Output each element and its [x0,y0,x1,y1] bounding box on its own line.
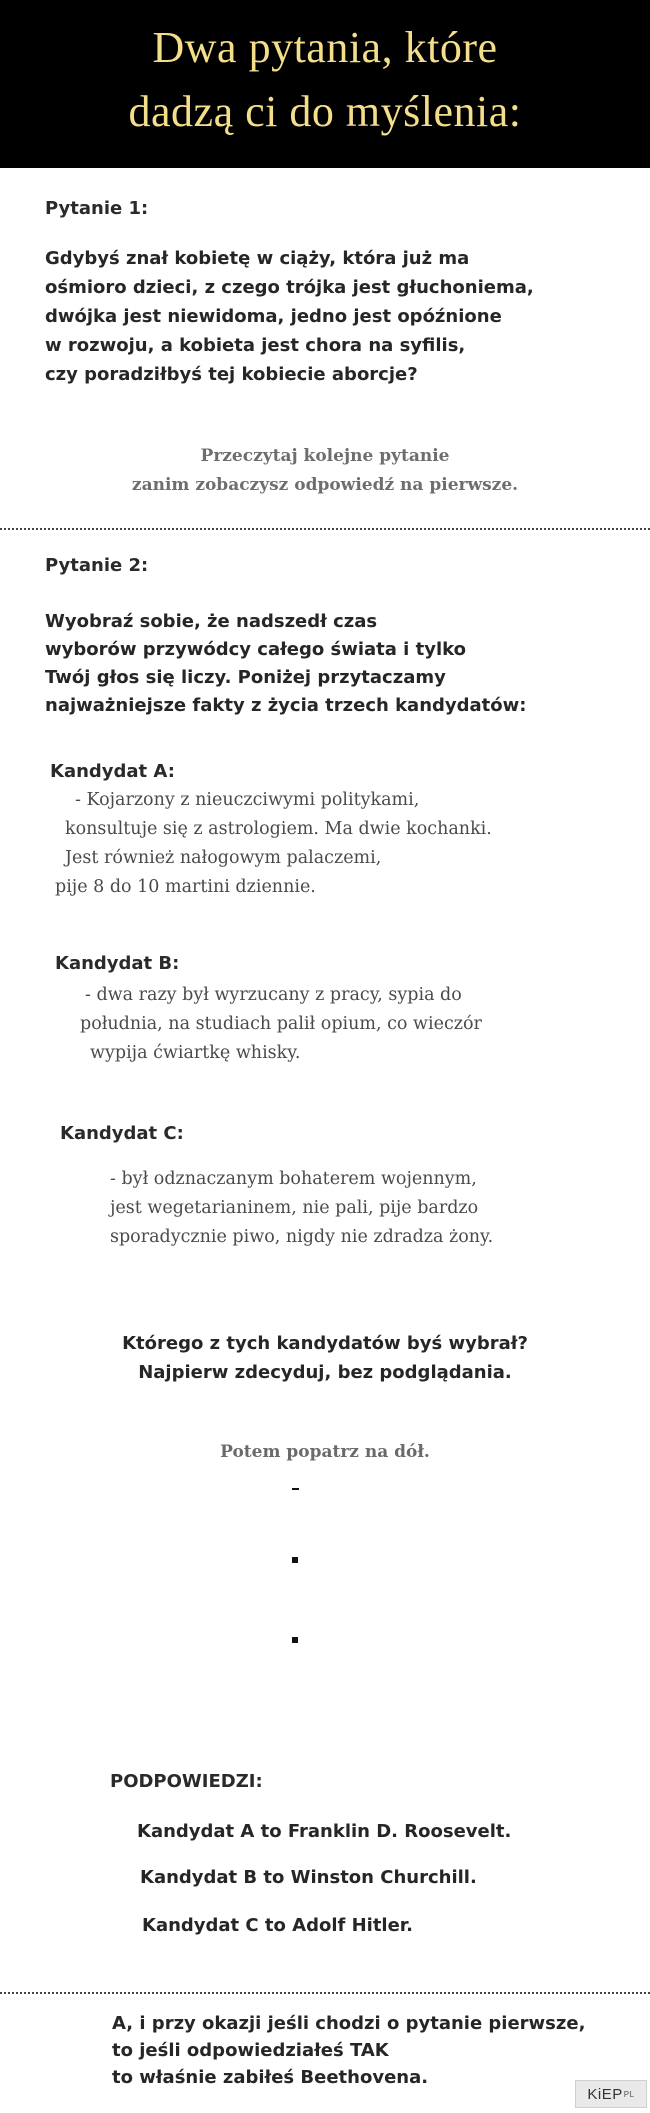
kiep-logo[interactable] [575,2080,647,2108]
hint-line: Kandydat C to Adolf Hitler. [142,1915,413,1936]
header-title-line-2: dadzą ci do myślenia: [128,87,522,136]
spacer-dot [292,1557,298,1563]
question-1-line: w rozwoju, a kobieta jest chora na syfilis, [45,335,466,356]
question-1-line: Gdybyś znał kobietę w ciąży, która już ma [45,248,470,269]
candidate-b-label: Kandydat B: [55,953,180,974]
candidate-a-label: Kandydat A: [50,761,175,782]
final-line: to właśnie zabiłeś Beethovena. [112,2067,429,2088]
question-2-line: wyborów przywódcy całego świata i tylko [45,639,466,660]
separator [0,528,650,530]
hint-line: Kandydat A to Franklin D. Roosevelt. [137,1821,512,1842]
candidate-b-line: południa, na studiach palił opium, co wieczór [80,1014,482,1034]
spacer-dot [292,1637,298,1643]
spacer-dash [292,1488,299,1490]
candidate-c-label: Kandydat C: [60,1123,184,1144]
question-2-line: najważniejsze fakty z życia trzech kandydatów: [45,695,527,716]
logo-text: KiEP [587,2085,623,2103]
logo-suffix: PL [623,2089,635,2099]
hints-label: PODPOWIEDZI: [110,1771,263,1792]
look-down-note: Potem popatrz na dół. [220,1442,430,1462]
candidate-b-line: wypija ćwiartkę whisky. [90,1043,301,1063]
choice-question-line: Najpierw zdecyduj, bez podglądania. [138,1362,512,1383]
question-2-line: Twój głos się liczy. Poniżej przytaczamy [45,667,446,688]
header-banner [0,0,650,168]
header-title-line-1: Dwa pytania, które [152,23,498,72]
question-1-line: czy poradziłbyś tej kobiecie aborcje? [45,364,418,385]
question-1-label: Pytanie 1: [45,198,149,219]
read-next-note: zanim zobaczysz odpowiedź na pierwsze. [131,475,519,495]
candidate-b-line: - dwa razy był wyrzucany z pracy, sypia do [85,985,462,1005]
choice-question-line: Którego z tych kandydatów byś wybrał? [122,1333,528,1354]
candidate-a-line: Jest również nałogowym palaczemi, [65,848,382,868]
candidate-a-line: - Kojarzony z nieuczciwymi politykami, [75,790,420,810]
read-next-note: Przeczytaj kolejne pytanie [200,446,450,466]
final-line: A, i przy okazji jeśli chodzi o pytanie pierwsze, [112,2013,586,2034]
candidate-c-line: sporadycznie piwo, nigdy nie zdradza żony. [110,1227,494,1247]
question-2-line: Wyobraź sobie, że nadszedł czas [45,611,378,632]
candidate-c-line: - był odznaczanym bohaterem wojennym, [110,1169,477,1189]
candidate-a-line: konsultuje się z astrologiem. Ma dwie kochanki. [65,819,492,839]
candidate-a-line: pije 8 do 10 martini dziennie. [55,877,316,897]
question-1-line: ośmioro dzieci, z czego trójka jest głuchoniema, [45,277,534,298]
question-1-line: dwójka jest niewidoma, jedno jest opóźnione [45,306,502,327]
candidate-c-line: jest wegetarianinem, nie pali, pije bardzo [110,1198,479,1218]
final-line: to jeśli odpowiedziałeś TAK [112,2040,389,2061]
separator [0,1992,650,1994]
hint-line: Kandydat B to Winston Churchill. [140,1867,477,1888]
question-2-label: Pytanie 2: [45,555,149,576]
